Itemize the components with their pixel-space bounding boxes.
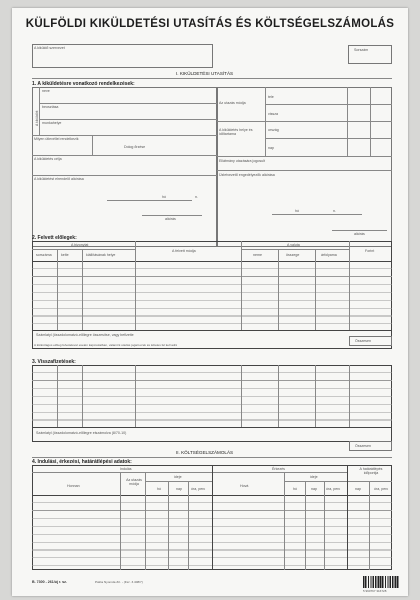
approver-date-ho: hó bbox=[295, 209, 299, 213]
org-label: A kiküldő szervezet bbox=[34, 46, 65, 50]
forint-header: Forint bbox=[365, 249, 375, 253]
serial-label: Sorszám bbox=[354, 48, 369, 52]
part2-title: II. KÖLTSÉGELSZÁMOLÁS bbox=[176, 450, 234, 455]
border-hour-header: óra, perc bbox=[374, 487, 389, 491]
barcode-number: 5 990767 316728 bbox=[363, 589, 387, 593]
travel-back-label: vissza bbox=[268, 112, 278, 116]
part1-title: I. KIKÜLDETÉSI UTASÍTÁS bbox=[176, 71, 234, 76]
section1-left-box bbox=[32, 87, 217, 247]
signer-date-n: n. bbox=[195, 195, 198, 199]
section3-title: 3. Visszafizetések: bbox=[32, 359, 76, 365]
destination-country-label: ország bbox=[268, 128, 279, 132]
footer-publisher: Pátria Nyomda Zrt. - (Fsz. 3.408/7) bbox=[95, 580, 143, 584]
section4-title: 4. Indulási, érkezési, határátlépési adatok: bbox=[32, 459, 132, 465]
signer-date-ho: hó bbox=[162, 195, 166, 199]
travel-mode-label: Az utazás módja bbox=[219, 101, 246, 105]
approver-label: Üzletvezető engedélyezők aláírása bbox=[219, 173, 275, 177]
form-sheet bbox=[12, 8, 408, 596]
employee-workplace-label: munkahelye bbox=[42, 121, 62, 125]
border-header: A határátlépés időpontja bbox=[359, 467, 383, 475]
employee-position-label: beosztása bbox=[42, 105, 59, 109]
currency-type-header: neme bbox=[253, 253, 262, 257]
receipt-date-header: kelte bbox=[61, 253, 69, 257]
advances-total-label: Összesen bbox=[355, 339, 371, 343]
footer-code: B. 7300 - 261/új r. sz. bbox=[32, 580, 67, 584]
passport-value-label: Dolog őrzése bbox=[124, 145, 146, 149]
depart-day-header: nap bbox=[176, 487, 182, 491]
form-title: KÜLFÖLDI KIKÜLDETÉSI UTASÍTÁS ÉS KÖLTSÉGELSZÁMOLÁS bbox=[25, 18, 395, 30]
repayments-sum-note: Számlatyl (összdolomatzó-előlegre elszámolva (8/70-10) bbox=[36, 431, 127, 435]
signer-label: A kiküldetést elrendelő aláírása bbox=[34, 177, 84, 181]
approver-signature-caption: aláírás bbox=[354, 232, 365, 236]
advances-sum-note: Számlatyl (összdolomatzó-előlegre összesítse, vagy befizetie bbox=[36, 333, 134, 337]
currency-rate-header: árfolyama bbox=[321, 253, 337, 257]
arrive-hour-header: óra, perc bbox=[326, 487, 341, 491]
receipt-no-header: sorszáma bbox=[36, 253, 52, 257]
section2-title: 2. Felvett előlegek: bbox=[32, 235, 77, 241]
arrive-day-header: nap bbox=[311, 487, 317, 491]
arrive-month-header: hó bbox=[293, 487, 297, 491]
employee-name-label: neve bbox=[42, 89, 50, 93]
depart-time-header: ideje bbox=[174, 475, 182, 479]
currency-amount-header: összege bbox=[286, 253, 300, 257]
arrive-time-header: ideje bbox=[310, 475, 318, 479]
receipt-group-header: A bizonylat bbox=[71, 243, 89, 247]
arrive-group-header: Érkezés bbox=[272, 467, 285, 471]
depart-month-header: hó bbox=[157, 487, 161, 491]
currency-group-header: A valuta bbox=[287, 243, 300, 247]
passport-label: Milyen útlevéllel rendelkezik bbox=[34, 137, 79, 141]
repayments-total-label: Összesen bbox=[355, 444, 371, 448]
depart-mode-header: Az utazás módja bbox=[126, 478, 142, 486]
receipt-place-header: kiállításának helye bbox=[86, 253, 116, 257]
barcode bbox=[363, 576, 399, 588]
destination-days-label: nap bbox=[268, 146, 274, 150]
section1-right-box bbox=[217, 87, 392, 247]
destination-label: A kiküldetés helye és időtartama bbox=[219, 128, 253, 136]
section1-title: 1. A kiküldetésre vonatkozó rendelkezések: bbox=[32, 81, 135, 87]
border-day-header: nap bbox=[355, 487, 361, 491]
depart-group-header: Indulás bbox=[120, 467, 132, 471]
travel-out-label: tele bbox=[268, 95, 274, 99]
advance-label: Ellátmány utazására jogosult bbox=[219, 159, 265, 163]
approver-date-n: n. bbox=[333, 209, 336, 213]
employee-side-label: A kiküldött bbox=[35, 110, 39, 126]
method-header: A felvett módja bbox=[172, 249, 196, 253]
signer-signature-caption: aláírás bbox=[165, 217, 176, 221]
advances-contract-note: A kizárólagos előleg felvételével esetén kapcsolatban, valamint utazás jogait ezek és köteles fel kell adni bbox=[34, 343, 178, 347]
purpose-label: A kiküldetés célja bbox=[34, 157, 62, 161]
from-header: Honnan bbox=[67, 484, 80, 488]
to-header: Hová bbox=[240, 484, 249, 488]
depart-hour-header: óra, perc bbox=[191, 487, 206, 491]
